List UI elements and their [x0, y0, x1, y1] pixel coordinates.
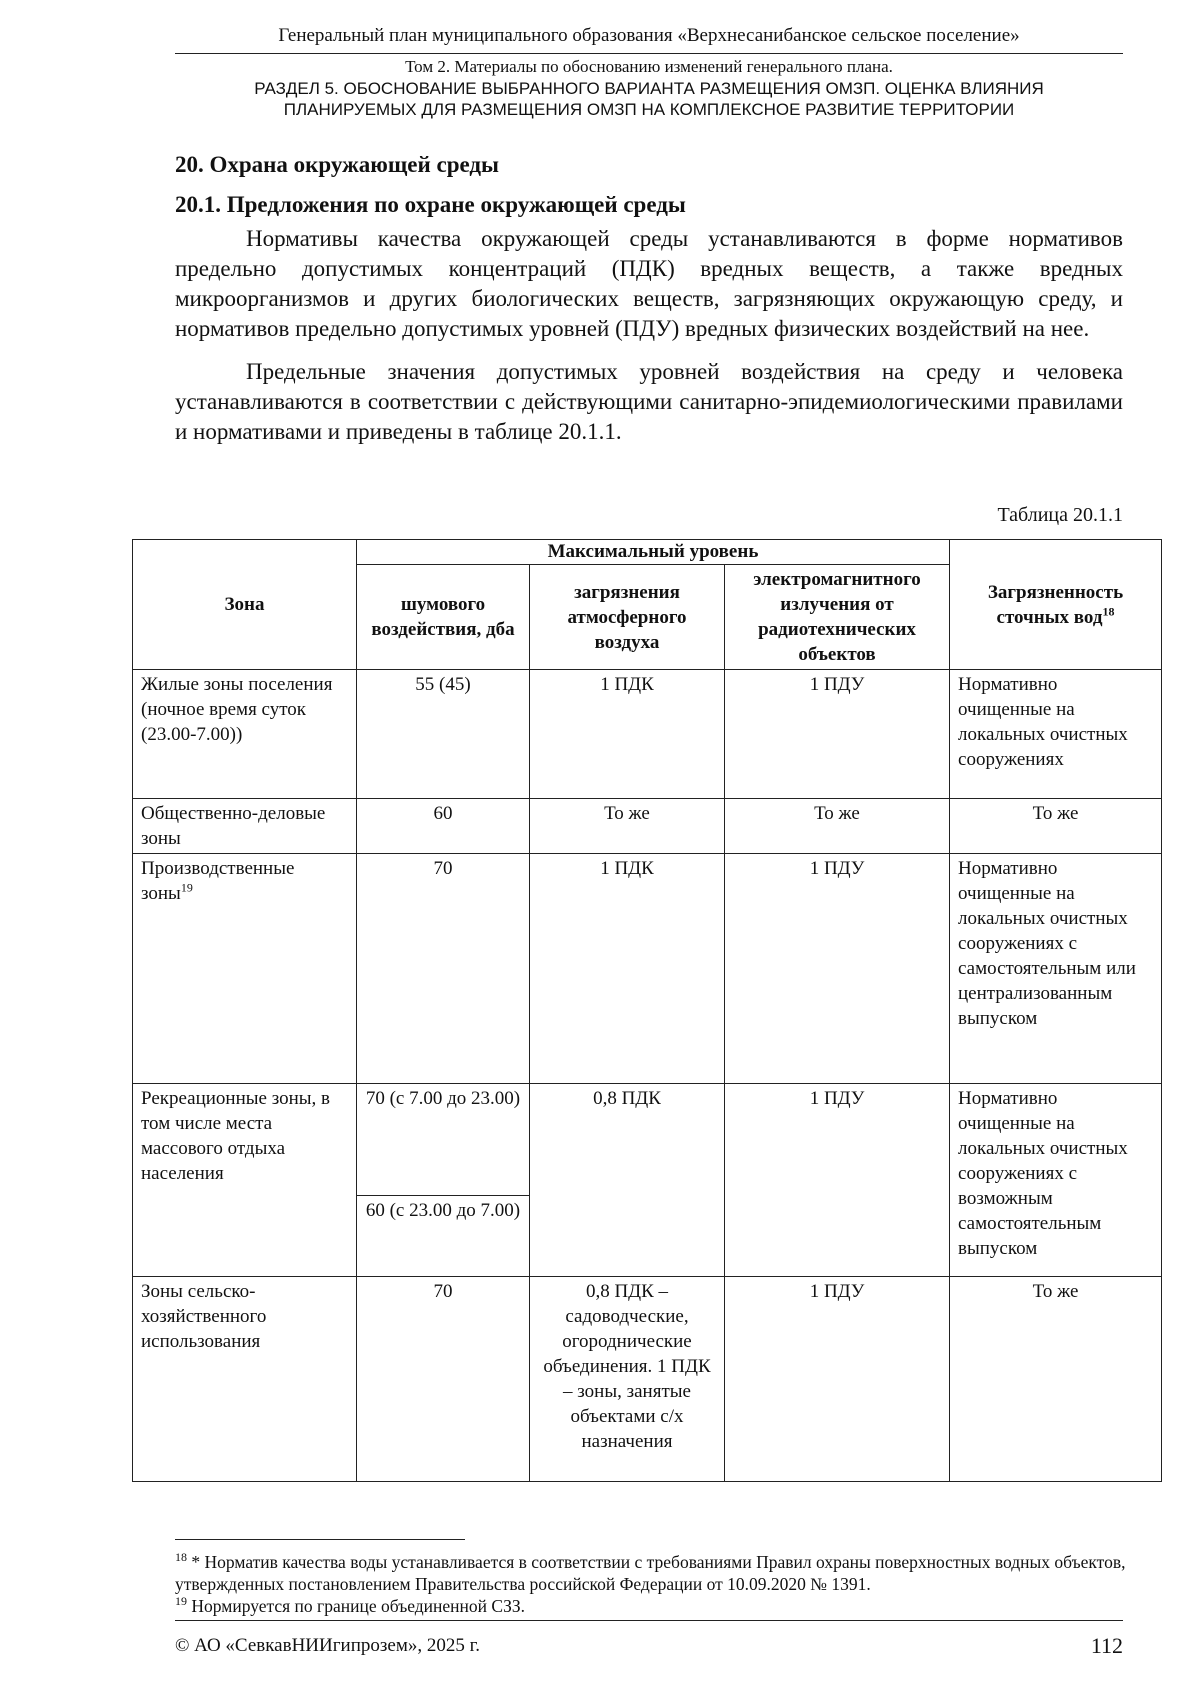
footnote-ref-19: 19 — [180, 880, 193, 895]
cell-noise: 70 — [357, 854, 530, 1084]
cell-em: То же — [725, 799, 950, 854]
paragraph-limits: Предельные значения допустимых уровней воздействия на среду и человека устанавливаются в соответствии с действующими санитарно-эпидемиологическими правилами и нормативами и приведены в таблице 20.1.1. — [175, 359, 1123, 444]
header-max-level: Максимальный уровень — [357, 540, 950, 565]
cell-noise-day: 70 (с 7.00 до 23.00) — [357, 1084, 530, 1196]
subsection-title: 20.1. Предложения по охране окружающей среды — [175, 192, 686, 217]
cell-em: 1 ПДУ — [725, 670, 950, 799]
footnote-18: $^{18}$ * Норматив качества воды устанавливается в соответствии с требованиями Правил охраны поверхностных водных объектов, утвержденных постановлением Правительства российской Федерации от 10.09.2020 № 1391. — [175, 1550, 1126, 1594]
cell-water: То же — [950, 799, 1162, 854]
cell-noise: 70 — [357, 1277, 530, 1482]
table-caption: Таблица 20.1.1 — [997, 504, 1123, 526]
cell-em: 1 ПДУ — [725, 854, 950, 1084]
cell-water: Нормативно очищенные на локальных очистных сооружениях с возможным самостоятельным выпуском — [950, 1084, 1162, 1277]
cell-water: То же — [950, 1277, 1162, 1482]
cell-zone: Жилые зоны поселения (ночное время суток (23.00-7.00)) — [133, 670, 357, 799]
table-row — [133, 1277, 1162, 1482]
header-noise: шумового воздействия, дба — [357, 565, 530, 670]
cell-zone: Зоны сельско-хозяйственного использования — [133, 1277, 357, 1482]
page-number: 112 — [1090, 1633, 1123, 1658]
page-header — [175, 24, 1123, 120]
paragraph-norms: Нормативы качества окружающей среды устанавливаются в форме нормативов предельно допустимых концентраций (ПДК) вредных веществ, а также вредных микроорганизмов и других биологических веществ, загрязняющих окружающую среду, и нормативов предельно допустимых уровней (ПДУ) вредных физических воздействий на нее. — [175, 226, 1123, 341]
footnotes — [175, 1551, 1135, 1617]
header-zone: Зона — [133, 540, 357, 670]
header-volume: Том 2. Материалы по обоснованию изменений генерального плана. — [405, 57, 893, 76]
header-wastewater: Загрязненность сточных вод$^{18}$ — [950, 540, 1162, 670]
header-section-line2: ПЛАНИРУЕМЫХ ДЛЯ РАЗМЕЩЕНИЯ ОМЗП НА КОМПЛЕКСНОЕ РАЗВИТИЕ ТЕРРИТОРИИ — [283, 100, 1015, 119]
cell-air: 0,8 ПДК – садоводческие, огороднические объединения. 1 ПДК – зоны, занятые объектами с/х назначения — [530, 1277, 725, 1482]
cell-zone: Общественно-деловые зоны — [133, 799, 357, 854]
header-air: загрязнения атмосферного воздуха — [530, 565, 725, 670]
table-row — [133, 670, 1162, 799]
cell-air: 0,8 ПДК — [530, 1084, 725, 1277]
page-footer — [175, 1620, 1123, 1658]
header-section-line1: РАЗДЕЛ 5. ОБОСНОВАНИЕ ВЫБРАННОГО ВАРИАНТА РАЗМЕЩЕНИЯ ОМЗП. ОЦЕНКА ВЛИЯНИЯ — [254, 79, 1044, 98]
cell-noise: 60 — [357, 799, 530, 854]
cell-air: 1 ПДК — [530, 854, 725, 1084]
cell-air: То же — [530, 799, 725, 854]
table-header-row — [133, 540, 1162, 565]
norms-table — [132, 539, 1162, 1482]
footnote-ref-18: 18 — [1102, 604, 1115, 619]
cell-em: 1 ПДУ — [725, 1084, 950, 1277]
main-content — [175, 150, 1123, 447]
cell-em: 1 ПДУ — [725, 1277, 950, 1482]
header-document-title: Генеральный план муниципального образования «Верхнесанибанское сельское поселение» — [175, 24, 1123, 54]
section-title: 20. Охрана окружающей среды — [175, 152, 499, 177]
table-row — [133, 854, 1162, 1084]
footnote-divider — [175, 1539, 465, 1540]
cell-water: Нормативно очищенные на локальных очистных сооружениях — [950, 670, 1162, 799]
table-row — [133, 1084, 1162, 1196]
cell-water: Нормативно очищенные на локальных очистных сооружениях с самостоятельным или централизованным выпуском — [950, 854, 1162, 1084]
cell-noise: 55 (45) — [357, 670, 530, 799]
footer-copyright: © АО «СевкавНИИгипрозем», 2025 г. — [175, 1635, 480, 1656]
cell-noise-night: 60 (с 23.00 до 7.00) — [357, 1196, 530, 1277]
footnote-19: $^{19}$ Нормируется по границе объединенной СЗЗ. — [175, 1594, 525, 1616]
header-em: электромагнитного излучения от радиотехнических объектов — [725, 565, 950, 670]
table-row — [133, 799, 1162, 854]
cell-zone: Рекреационные зоны, в том числе места массового отдыха населения — [133, 1084, 357, 1277]
cell-zone: Производственные зоны$^{19}$ — [133, 854, 357, 1084]
cell-air: 1 ПДК — [530, 670, 725, 799]
